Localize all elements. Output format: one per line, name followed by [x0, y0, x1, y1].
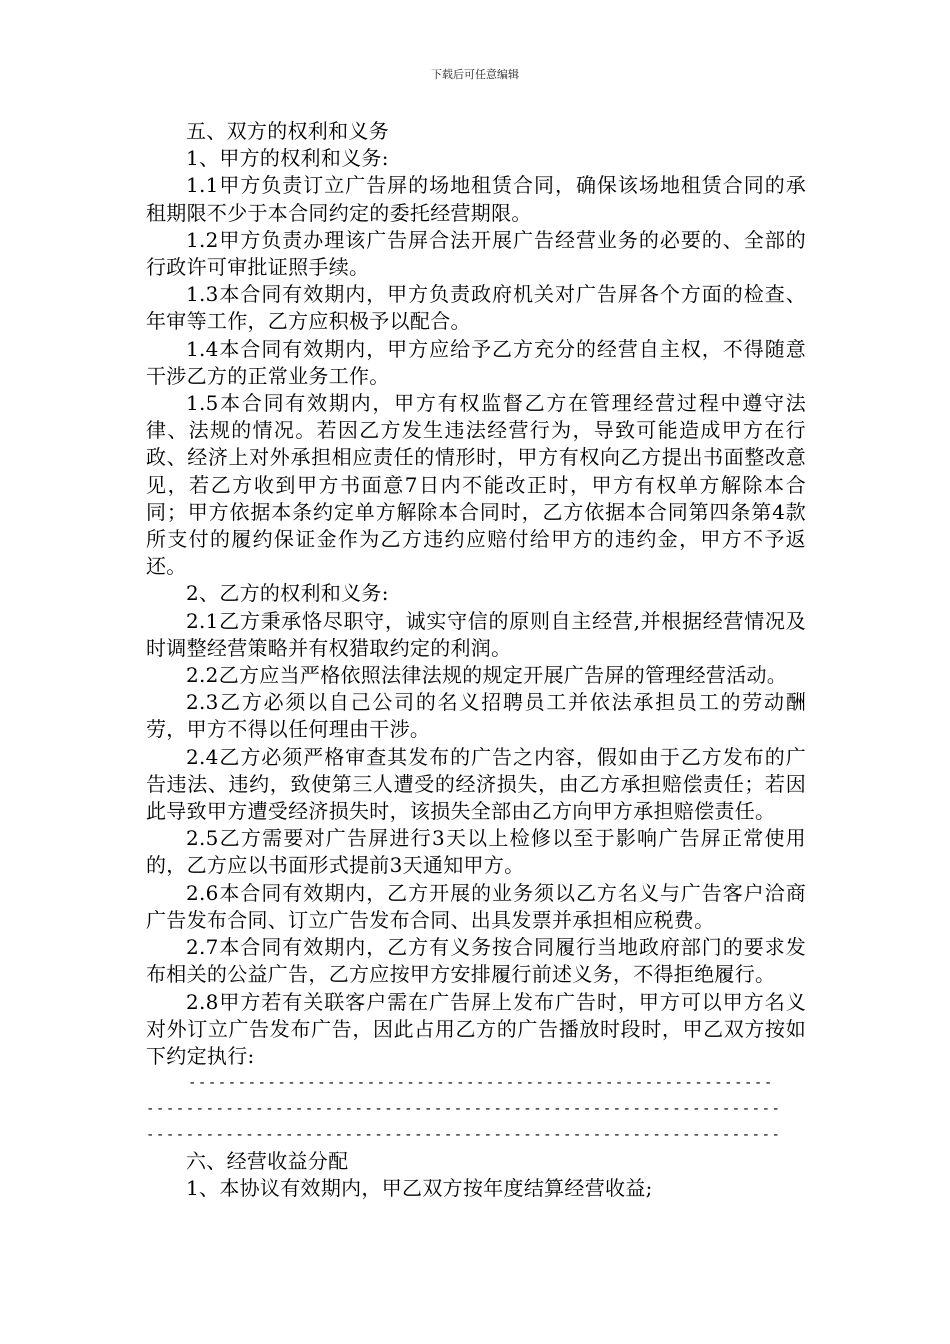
clause-2-2: 2.2乙方应当严格依照法律法规的规定开展广告屏的管理经营活动。: [186, 663, 788, 688]
party-b-title: 2、乙方的权利和义务:: [186, 581, 389, 606]
section-5-title: 五、双方的权利和义务: [186, 119, 389, 143]
page-header-note: 下载后可任意编辑: [431, 68, 519, 81]
document-body: [146, 118, 806, 1203]
clause-2-6: 2.6本合同有效期内，乙方开展的业务须以乙方名义与广告客户洽商广告发布合同、订立广告发布合同、出具发票并承担相应税费。: [146, 880, 806, 932]
clause-2-8: 2.8甲方若有关联客户需在广告屏上发布广告时，甲方可以甲方名义对外订立广告发布广告，因此占用乙方的广告播放时段时，甲乙双方按如下约定执行:: [146, 989, 806, 1068]
blank-fill-line: ----------------------------------------------------------------: [146, 1101, 782, 1118]
section-6-item-1: 1、本协议有效期内，甲乙双方按年度结算经营收益;: [186, 1176, 653, 1201]
blank-fill-line: ----------------------------------------------------------------: [146, 1127, 782, 1144]
clause-1-5: 1.5本合同有效期内，甲方有权监督乙方在管理经营过程中遵守法律、法规的情况。若因乙方发生违法经营行为，导致可能造成甲方在行政、经济上对外承担相应责任的情形时，甲方有权向乙方提出书面整改意见，若乙方收到甲方书面意7日内不能改正时，甲方有权单方解除本合同；甲方依据本条约定单方解除本合同时，乙方依据本合同第四条第4款所支付的履约保证金作为乙方违约应赔付给甲方的违约金，甲方不予返还。: [146, 391, 806, 579]
clause-1-2: 1.2甲方负责办理该广告屏合法开展广告经营业务的必要的、全部的行政许可审批证照手续。: [146, 227, 806, 280]
clause-2-7: 2.7本合同有效期内，乙方有义务按合同履行当地政府部门的要求发布相关的公益广告，乙方应按甲方安排履行前述义务，不得拒绝履行。: [146, 935, 806, 987]
clause-1-4: 1.4本合同有效期内，甲方应给予乙方充分的经营自主权，不得随意干涉乙方的正常业务工作。: [146, 336, 806, 388]
section-6-title: 六、经营收益分配: [186, 1149, 349, 1174]
clause-2-4: 2.4乙方必须严格审查其发布的广告之内容，假如由于乙方发布的广告违法、违约，致使第三人遭受的经济损失，由乙方承担赔偿责任；若因此导致甲方遭受经济损失时，该损失全部由乙方向甲方承担赔偿责任。: [146, 744, 806, 824]
clause-2-1: 2.1乙方秉承恪尽职守，诚实守信的原则自主经营,并根据经营情况及时调整经营策略并有权猎取约定的利润。: [146, 608, 806, 660]
clause-2-3: 2.3乙方必须以自己公司的名义招聘员工并依法承担员工的劳动酬劳，甲方不得以任何理由干涉。: [146, 690, 806, 742]
party-a-title: 1、甲方的权利和义务:: [186, 146, 389, 171]
blank-fill-line: -----------------------------------------------------------: [188, 1075, 774, 1092]
clause-2-5: 2.5乙方需要对广告屏进行3天以上检修以至于影响广告屏正常使用的，乙方应以书面形式提前3天通知甲方。: [146, 826, 806, 878]
clause-1-1: 1.1甲方负责订立广告屏的场地租赁合同，确保该场地租赁合同的承租期限不少于本合同约定的委托经营期限。: [146, 173, 806, 225]
clause-1-3: 1.3本合同有效期内，甲方负责政府机关对广告屏各个方面的检查、年审等工作，乙方应积极予以配合。: [146, 282, 806, 334]
